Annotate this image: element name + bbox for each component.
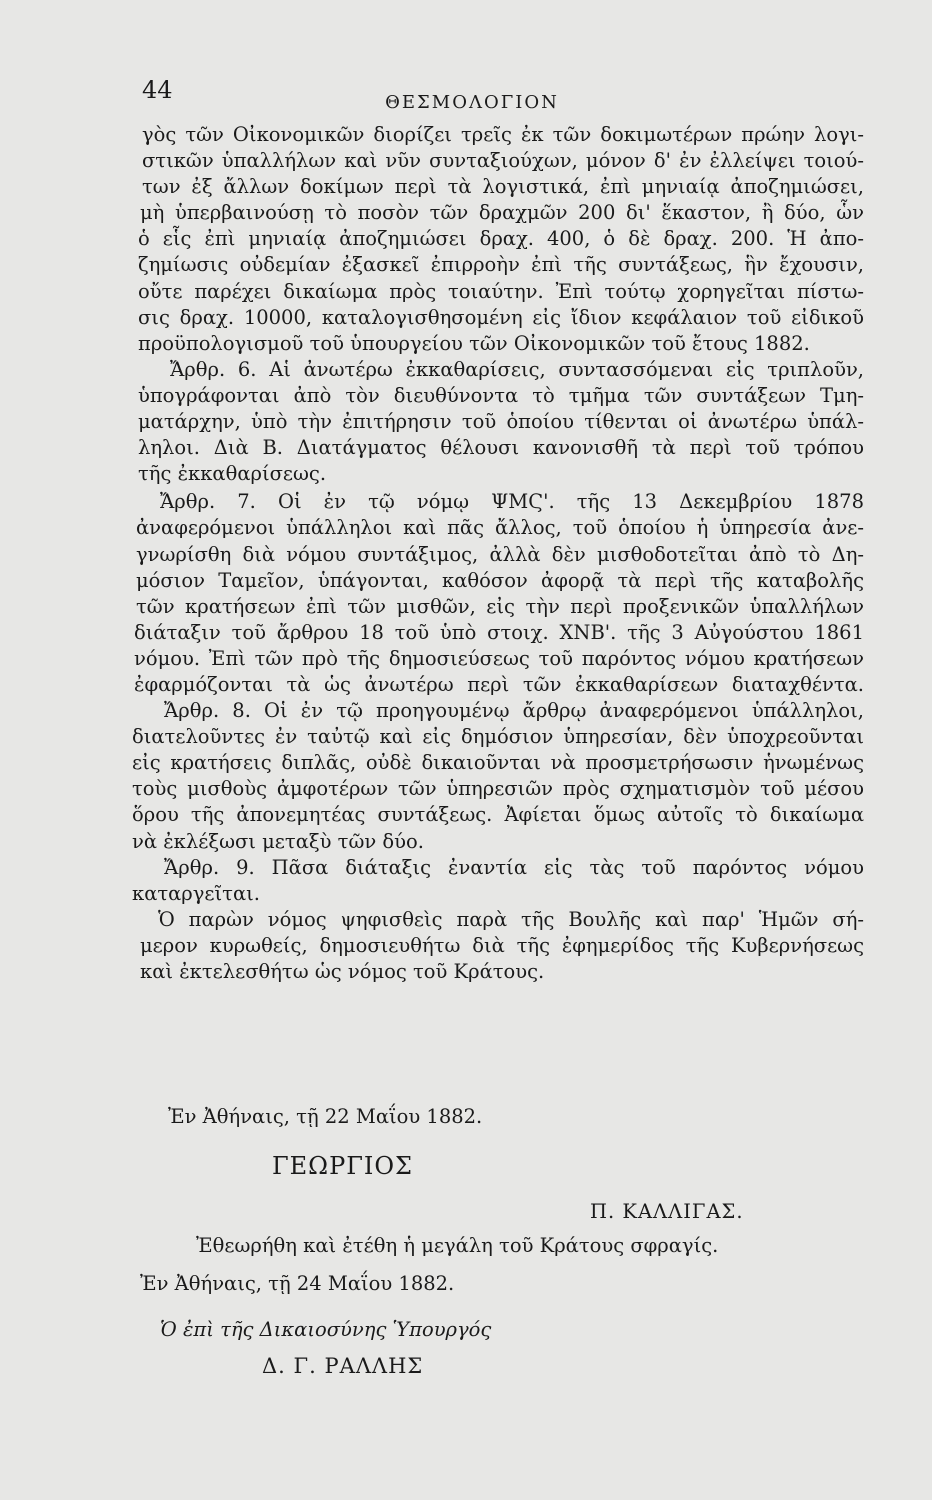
text-line: τοὺς μισθοὺς ἀμφοτέρων τῶν ὑπηρεσιῶν πρὸς σχηματισμὸν τοῦ μέσου	[132, 777, 864, 801]
text-line: γνωρίσθη διὰ νόμου συντάξιμος, ἀλλὰ δὲν μισθοδοτεῖται ἀπὸ τὸ Δη-	[136, 542, 864, 566]
minister-signature: Π. ΚΑΛΛΙΓΑΣ.	[590, 1200, 744, 1223]
text-line: μερον κυρωθείς, δημοσιευθήτω διὰ τῆς ἐφημερίδος τῆς Κυβερνήσεως	[140, 933, 864, 957]
text-line: ληλοι. Διὰ Β. Διατάγματος θέλουσι κανονισθῆ τὰ περὶ τοῦ τρόπου	[138, 436, 864, 460]
text-line: τῆς ἐκκαθαρίσεως.	[138, 462, 327, 486]
text-line: μόσιον Ταμεῖον, ὑπάγονται, καθόσον ἀφορᾷ τὰ περὶ τῆς καταβολῆς	[136, 568, 864, 592]
ministry-title: Ὁ ἐπὶ τῆς Δικαιοσύνης Ὑπουργός	[160, 1318, 492, 1341]
text-line: ἐφαρμόζονται τὰ ὡς ἀνωτέρω περὶ τῶν ἐκκαθαρίσεων διαταχθέντα.	[134, 672, 864, 696]
text-line: ὑπογράφονται ἀπὸ τὸν διευθύνοντα τὸ τμῆμα τῶν συντάξεων Τμη-	[138, 383, 864, 407]
king-signature: ΓΕΩΡΓΙΟΣ	[272, 1152, 413, 1180]
text-line: εἰς κρατήσεις διπλᾶς, οὐδὲ δικαιοῦνται νὰ προσμετρήσωσιν ἡνωμένως	[132, 751, 864, 775]
text-line: καὶ ἐκτελεσθήτω ὡς νόμος τοῦ Κράτους.	[140, 960, 545, 983]
text-line: νὰ ἐκλέξωσι μεταξὺ τῶν δύο.	[132, 829, 424, 853]
text-line: στικῶν ὑπαλλήλων καὶ νῦν συνταξιούχων, μόνον δ' ἐν ἐλλείψει τοιού-	[142, 149, 864, 173]
text-line: προϋπολογισμοῦ τοῦ ὑπουργείου τῶν Οἰκονομικῶν τοῦ ἔτους 1882.	[138, 331, 810, 355]
body-text	[118, 122, 864, 985]
text-line: ματάρχην, ὑπὸ τὴν ἐπιτήρησιν τοῦ ὁποίου τίθενται οἱ ἀνωτέρω ὑπάλ-	[138, 410, 864, 434]
text-line: Ὁ παρὼν νόμος ψηφισθεὶς παρὰ τῆς Βουλῆς καὶ παρ' Ἡμῶν σή-	[158, 907, 864, 931]
seal-note: Ἐθεωρήθη καὶ ἐτέθη ἡ μεγάλη τοῦ Κράτους σφραγίς.	[196, 1234, 719, 1257]
text-line: Ἄρθρ. 6. Αἱ ἀνωτέρω ἐκκαθαρίσεις, συντασσόμεναι εἰς τριπλοῦν,	[170, 357, 864, 381]
text-line: νόμου. Ἐπὶ τῶν πρὸ τῆς δημοσιεύσεως τοῦ παρόντος νόμου κρατήσεων	[134, 646, 864, 670]
justice-minister-signature: Δ. Γ. ΡΑΛΛΗΣ	[262, 1354, 424, 1378]
text-line: διάταξιν τοῦ ἄρθρου 18 τοῦ ὑπὸ στοιχ. ΧΝΒ'. τῆς 3 Αὐγούστου 1861	[134, 620, 864, 644]
text-line: οὔτε παρέχει δικαίωμα πρὸς τοιαύτην. Ἐπὶ τούτῳ χορηγεῖται πίστω-	[138, 279, 864, 303]
text-line: των ἐξ ἄλλων δοκίμων περὶ τὰ λογιστικά, ἐπὶ μηνιαίᾳ ἀποζημιώσει,	[142, 175, 864, 199]
text-line: γὸς τῶν Οἰκονομικῶν διορίζει τρεῖς ἐκ τῶν δοκιμωτέρων πρώην λογι-	[142, 123, 864, 146]
page-number: 44	[142, 76, 173, 104]
text-line: σις δραχ. 10000, καταλογισθησομένη εἰς ἴδιον κεφάλαιον τοῦ εἰδικοῦ	[138, 305, 864, 329]
page-header	[0, 76, 932, 116]
text-line: ζημίωσις οὐδεμίαν ἐξασκεῖ ἐπιρροὴν ἐπὶ τῆς συντάξεως, ἣν ἔχουσιν,	[138, 253, 864, 277]
text-line: ὁ εἷς ἐπὶ μηνιαίᾳ ἀποζημιώσει δραχ. 400, ὁ δὲ δραχ. 200. Ἡ ἀπο-	[138, 227, 864, 251]
text-line: καταργεῖται.	[132, 881, 260, 905]
text-line: ἀναφερόμενοι ὑπάλληλοι καὶ πᾶς ἄλλος, τοῦ ὁποίου ἡ ὑπηρεσία ἀνε-	[136, 516, 864, 540]
dateline: Ἐν Ἀθήναις, τῇ 22 Μαΐου 1882.	[168, 1105, 483, 1128]
text-line: μὴ ὑπερβαινούσῃ τὸ ποσὸν τῶν δραχμῶν 200 δι' ἕκαστον, ἢ δύο, ὧν	[140, 201, 864, 225]
text-line: διατελοῦντες ἐν ταὐτῷ καὶ εἰς δημόσιον ὑπηρεσίαν, δὲν ὑποχρεοῦνται	[132, 725, 864, 749]
text-line: Ἄρθρ. 9. Πᾶσα διάταξις ἐναντία εἰς τὰς τοῦ παρόντος νόμου	[164, 855, 864, 879]
text-line: ὅρου τῆς ἀπονεμητέας συντάξεως. Ἀφίεται ὅμως αὐτοῖς τὸ δικαίωμα	[132, 803, 864, 827]
text-line: Ἄρθρ. 8. Οἱ ἐν τῷ προηγουμένῳ ἄρθρῳ ἀναφερόμενοι ὑπάλληλοι,	[164, 699, 864, 723]
text-line: Ἄρθρ. 7. Οἱ ἐν τῷ νόμῳ ΨΜϚ'. τῆς 13 Δεκεμβρίου 1878	[160, 490, 864, 514]
second-dateline: Ἐν Ἀθήναις, τῇ 24 Μαΐου 1882.	[140, 1272, 455, 1295]
text-line: τῶν κρατήσεων ἐπὶ τῶν μισθῶν, εἰς τὴν περὶ προξενικῶν ὑπαλλήλων	[136, 594, 864, 618]
running-title: ΘΕΣΜΟΛΟΓΙΟΝ	[385, 92, 559, 113]
